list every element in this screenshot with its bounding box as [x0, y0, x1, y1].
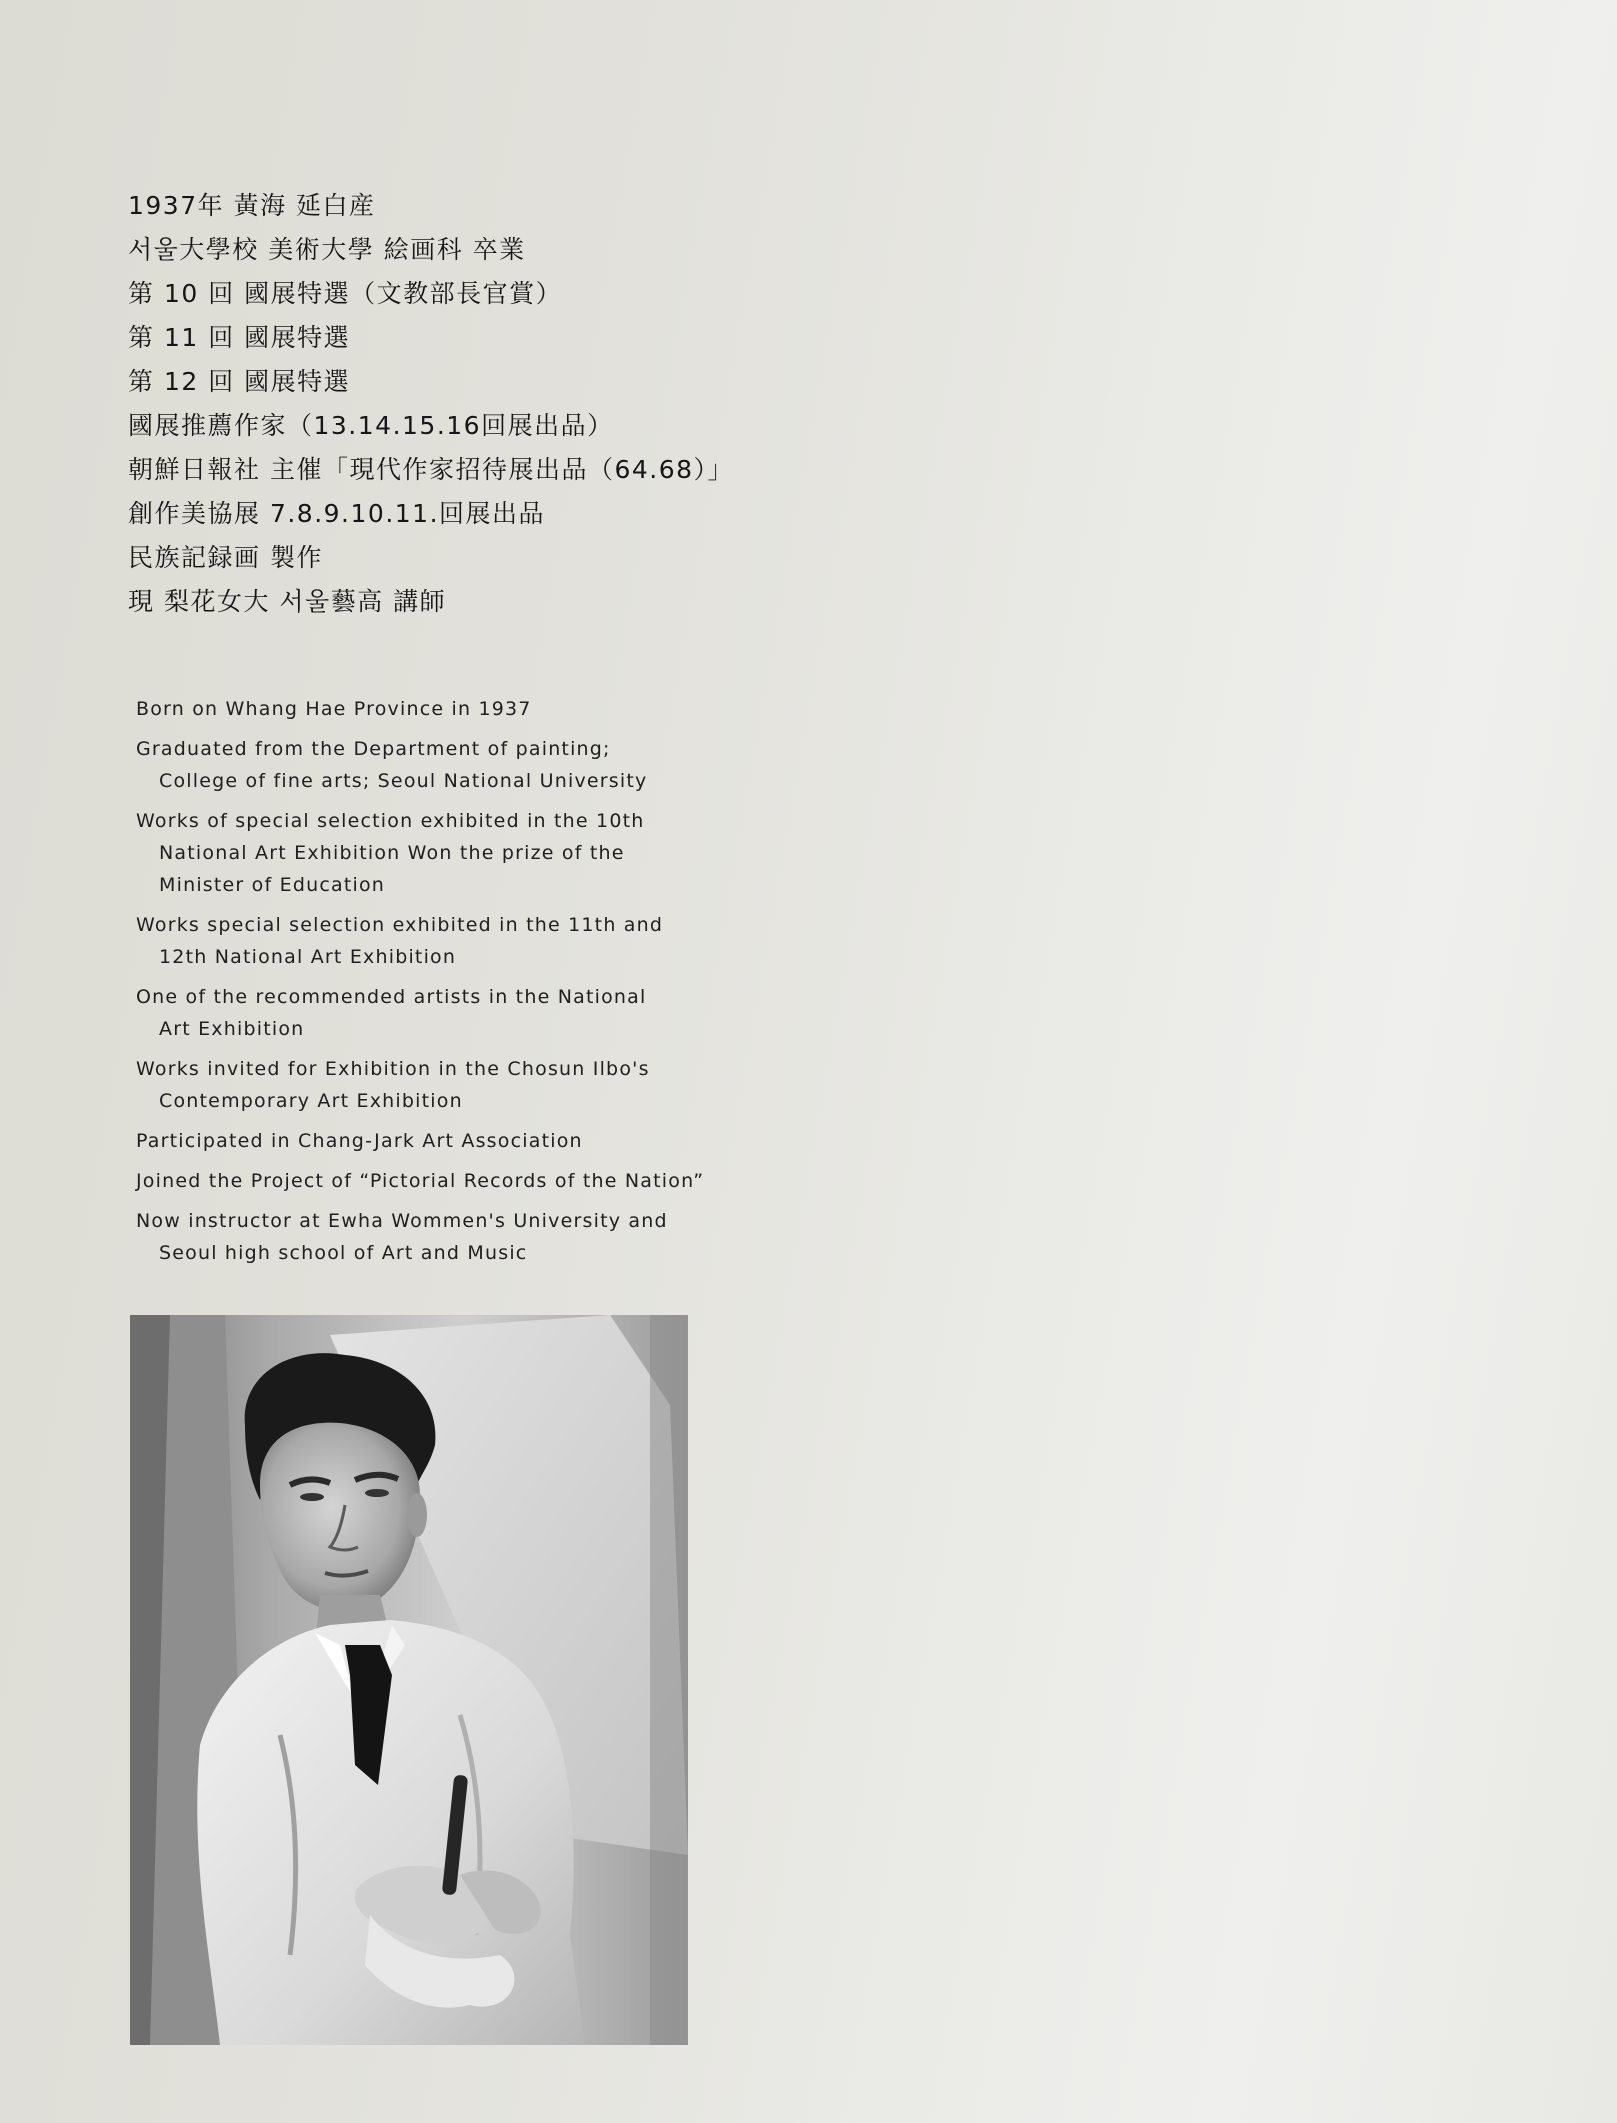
english-bio-line: Works invited for Exhibition in the Chosun Ilbo's [136, 1058, 650, 1080]
korean-bio-line: 現 梨花女大 서울藝高 講師 [128, 587, 447, 616]
english-bio-line: Now instructor at Ewha Wommen's University and [136, 1210, 668, 1232]
korean-bio-line: 朝鮮日報社 主催「現代作家招待展出品（64.68）」 [128, 455, 735, 484]
english-bio-line: 12th National Art Exhibition [159, 946, 457, 968]
korean-bio-line: 國展推薦作家（13.14.15.16回展出品） [128, 411, 614, 440]
english-bio-item [136, 981, 704, 1045]
english-bio-line: Graduated from the Department of painting; [136, 738, 611, 760]
english-bio-line: Works of special selection exhibited in the 10th [136, 810, 645, 832]
english-bio-line: Art Exhibition [159, 1018, 305, 1040]
english-bio-item [136, 909, 704, 973]
english-bio-item [136, 733, 704, 797]
english-bio-line: Seoul high school of Art and Music [159, 1242, 528, 1264]
english-bio-line: Joined the Project of “Pictorial Records of the Nation” [136, 1170, 705, 1192]
english-bio-item [136, 693, 704, 725]
english-biography [136, 693, 704, 1277]
korean-bio-line: 1937年 黃海 延白産 [128, 191, 376, 220]
korean-bio-line: 第 10 回 國展特選（文教部長官賞） [128, 279, 563, 308]
english-bio-line: Minister of Education [159, 874, 386, 896]
korean-bio-line: 第 11 回 國展特選 [128, 323, 351, 352]
english-bio-line: Works special selection exhibited in the 11th and [136, 914, 664, 936]
korean-bio-line: 民族記録画 製作 [128, 543, 323, 572]
artist-portrait-photo [130, 1315, 688, 2045]
english-bio-line: National Art Exhibition Won the prize of the [159, 842, 625, 864]
english-bio-item [136, 1205, 704, 1269]
portrait-illustration [130, 1315, 688, 2045]
english-bio-line: One of the recommended artists in the National [136, 986, 647, 1008]
korean-biography [128, 188, 734, 628]
english-bio-item [136, 1053, 704, 1117]
korean-bio-line: 第 12 回 國展特選 [128, 367, 351, 396]
english-bio-line: Participated in Chang-Jark Art Association [136, 1130, 583, 1152]
korean-bio-line: 創作美協展 7.8.9.10.11.回展出品 [128, 499, 546, 528]
english-bio-line: Born on Whang Hae Province in 1937 [136, 698, 532, 720]
english-bio-item [136, 805, 704, 901]
english-bio-item [136, 1165, 704, 1197]
korean-bio-line: 서울大學校 美術大學 絵画科 卒業 [128, 235, 526, 264]
english-bio-item [136, 1125, 704, 1157]
english-bio-line: College of fine arts; Seoul National University [159, 770, 648, 792]
english-bio-line: Contemporary Art Exhibition [159, 1090, 463, 1112]
